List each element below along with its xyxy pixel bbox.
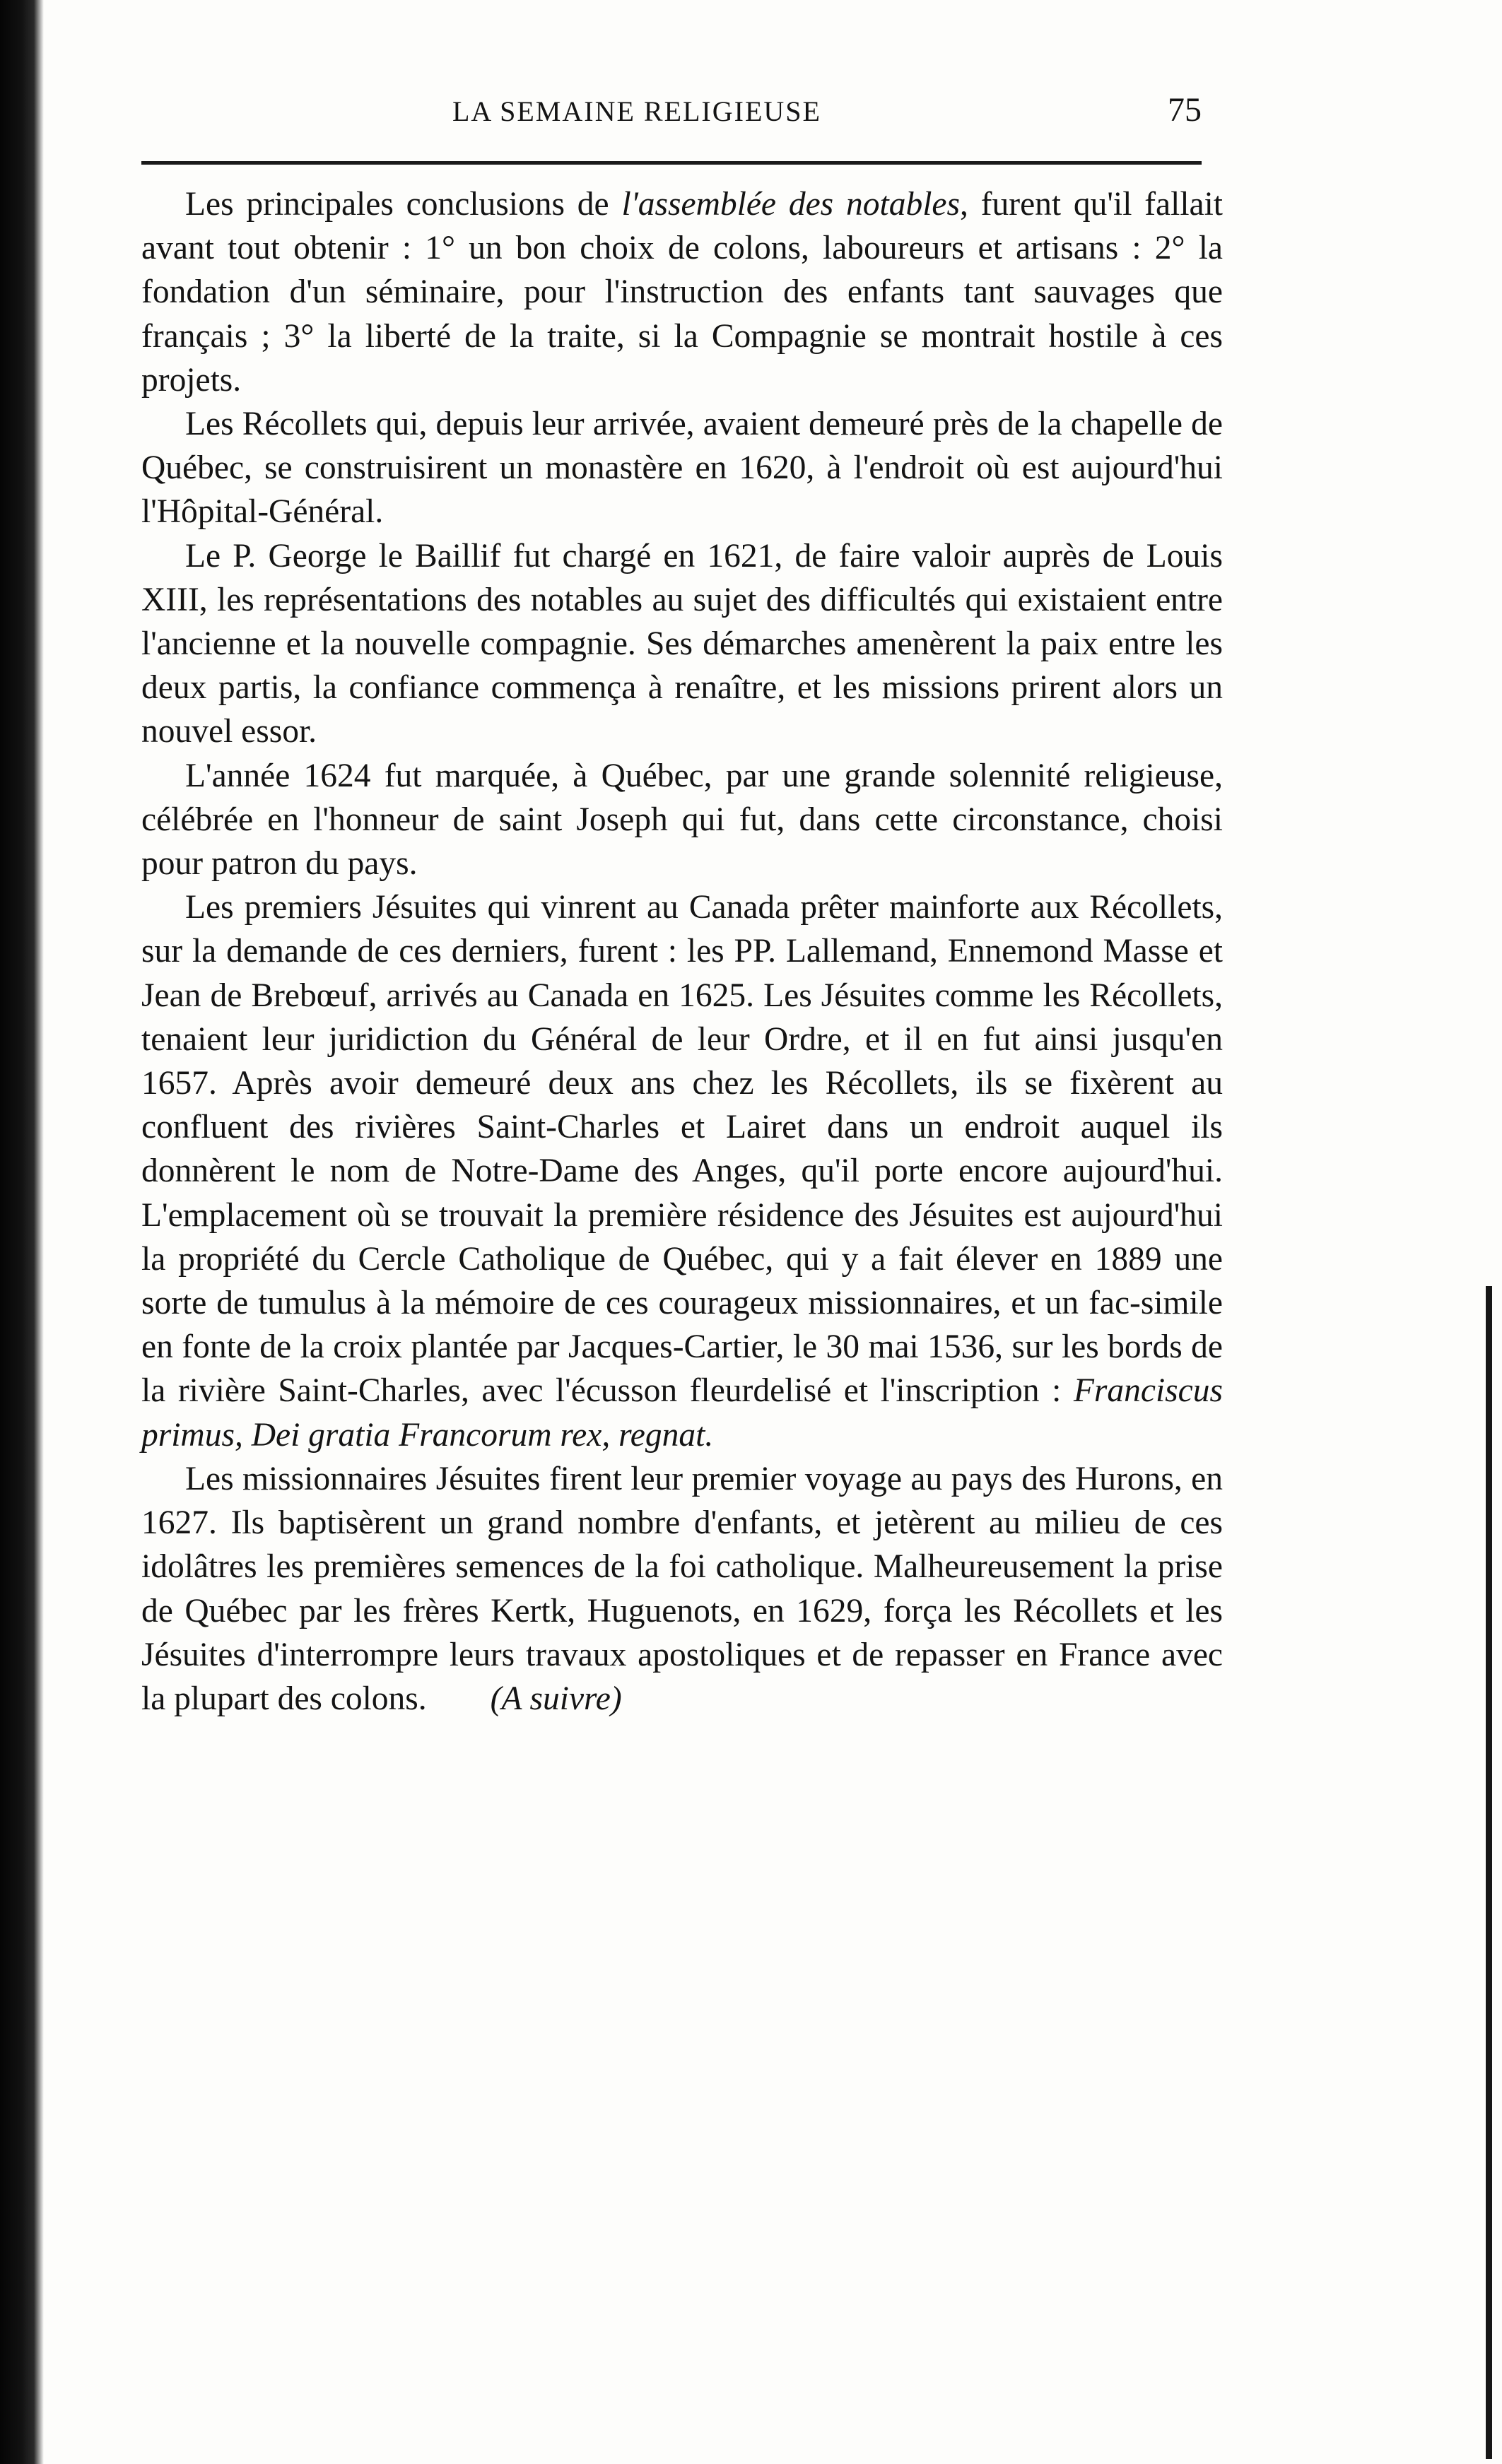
italic-inscription: Franciscus primus, Dei gratia Francorum rex, regnat. xyxy=(141,1372,1223,1454)
scan-shadow-left xyxy=(0,0,44,2464)
running-title: LA SEMAINE RELIGIEUSE xyxy=(452,95,821,127)
page-number: 75 xyxy=(1168,91,1202,129)
scan-shadow-right xyxy=(1486,1286,1492,2459)
to-be-continued: (A suivre) xyxy=(490,1680,622,1717)
paragraph-baillif: Le P. George le Baillif fut chargé en 1621, de faire valoir auprès de Louis XIII, les représentations des notables au sujet des difficultés qui existaient entre l'ancienne et la nouvelle compagnie. Ses démarches amenèrent la paix entre les deux partis, la confiance commença à renaître, et les missions prirent alors un nouvel essor. xyxy=(141,537,1223,750)
paragraph-jesuites: Les premiers Jésuites qui vinrent au Canada prêter mainforte aux Récollets, sur la demande de ces derniers, furent : les PP. Lallemand, Ennemond Masse et Jean de Brebœuf, arrivés au Canada en 1625. Les Jésuites comme les Récollets, tenaient leur juridiction du Général de leur Ordre, et il en fut ainsi jusqu'en 1657. Après avoir demeuré deux ans chez les Récollets, ils se fixèrent au confluent des rivières Saint-Charles et Lairet dans un endroit auquel ils donnèrent le nom de Notre-Dame des Anges, qu'il porte encore aujourd'hui. L'emplacement où se trouvait la première résidence des Jésuites est aujourd'hui la propriété du Cercle Catholique de Québec, qui y a fait élever en 1889 une sorte de tumulus à la mémoire de ces courageux missionnaires, et un fac-simile en fonte de la croix plantée par Jacques-Cartier, le 30 mai 1536, sur les bords de la rivière Saint-Charles, avec l'écusson fleurdelisé et l'inscription : Franciscus primus, Dei gratia Francorum rex, regnat. xyxy=(141,889,1223,1454)
running-head xyxy=(141,90,1230,140)
paragraph-1624: L'année 1624 fut marquée, à Québec, par une grande solennité religieuse, célébrée en l'honneur de saint Joseph qui fut, dans cette circonstance, choisi pour patron du pays. xyxy=(141,757,1223,883)
paragraph-notables: Les principales conclusions de l'assemblée des notables, furent qu'il fallait avant tout obtenir : 1° un bon choix de colons, laboureurs et artisans : 2° la fondation d'un séminaire, pour l'instruction des enfants tant sauvages que français ; 3° la liberté de la traite, si la Compagnie se montrait hostile à ces projets. xyxy=(141,186,1223,399)
header-rule xyxy=(141,161,1202,165)
italic-phrase: l'assemblée des notables xyxy=(621,186,960,223)
paragraph-recollets: Les Récollets qui, depuis leur arrivée, avaient demeuré près de la chapelle de Québec, se construisirent un monastère en 1620, à l'endroit où est aujourd'hui l'Hôpital-Général. xyxy=(141,406,1223,531)
article-body xyxy=(141,182,1223,1721)
paragraph-hurons: Les missionnaires Jésuites firent leur premier voyage au pays des Hurons, en 1627. Ils baptisèrent un grand nombre d'enfants, et jetèrent au milieu de ces idolâtres les premières semences de la foi catholique. Malheureusement la prise de Québec par les frères Kertk, Huguenots, en 1629, força les Récollets et les Jésuites d'interrompre leurs travaux apostoliques et de repasser en France avec la plupart des colons. (A suivre) xyxy=(141,1460,1223,1717)
